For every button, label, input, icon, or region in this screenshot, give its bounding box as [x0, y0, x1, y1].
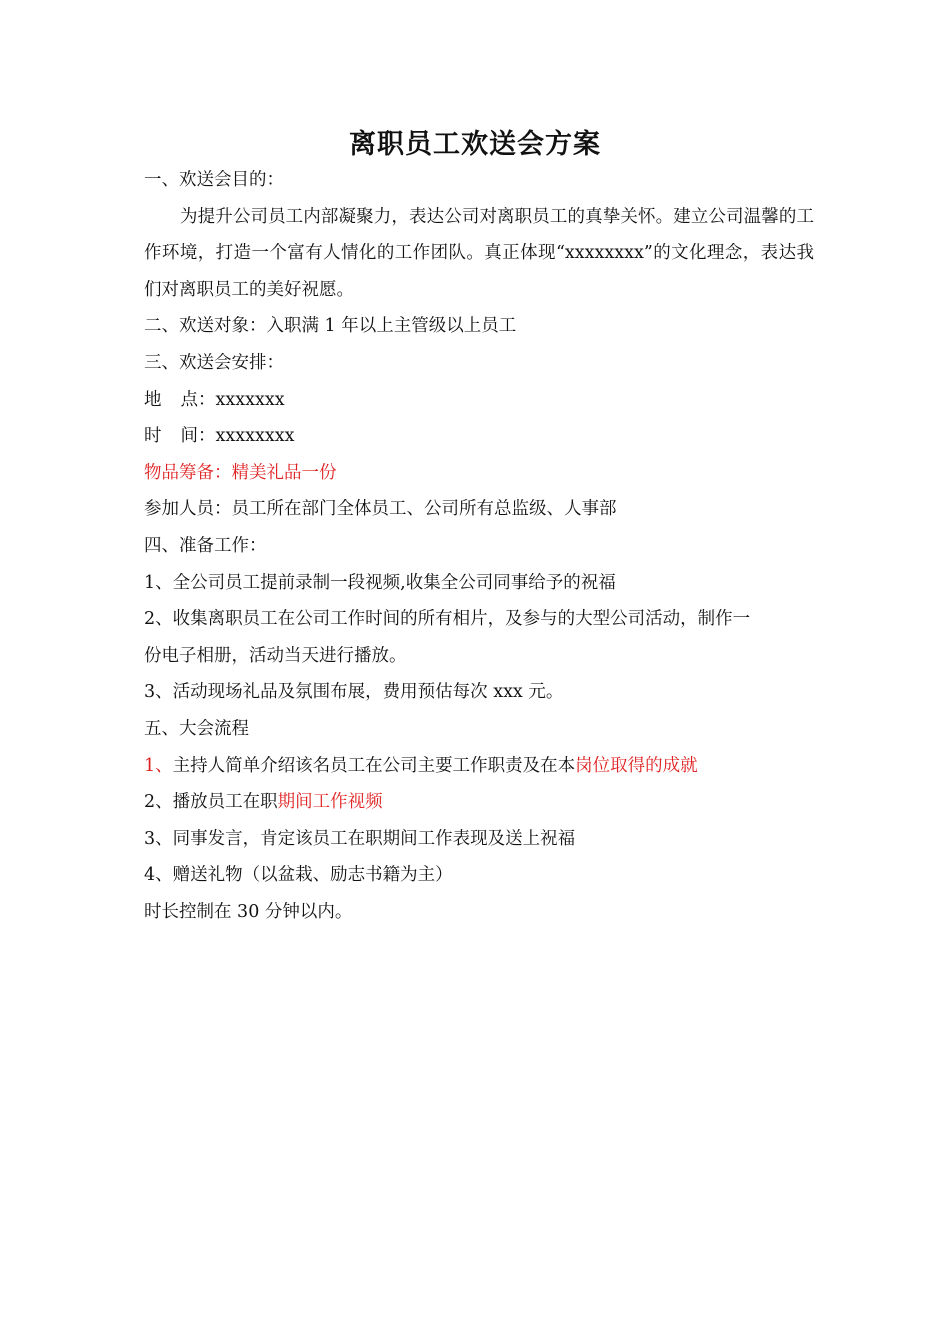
time-value: xxxxxxxx	[215, 426, 295, 447]
time-line	[144, 418, 814, 455]
duration-line: 时长控制在 30 分钟以内。	[144, 901, 353, 922]
flow-item-3: 3、同事发言，肯定该员工在职期间工作表现及送上祝福	[144, 828, 576, 849]
location-label-2: 点：	[180, 389, 216, 410]
flow-item-2	[144, 784, 814, 821]
purpose-heading: 一、欢送会目的：	[144, 170, 284, 190]
time-label-2: 间：	[180, 426, 216, 447]
flow-item-1	[144, 748, 814, 785]
target-line: 二、欢送对象：入职满 1 年以上主管级以上员工	[144, 316, 517, 337]
flow-item-1-number: 1、	[144, 755, 173, 776]
prep-item-2-line-1: 2、收集离职员工在公司工作时间的所有相片，及参与的大型公司活动，制作一	[144, 609, 751, 630]
flow-item-1-text: 主持人简单介绍该名员工在公司主要工作职责及在本	[172, 755, 576, 776]
flow-item-4: 4、赠送礼物（以盆栽、励志书籍为主）	[144, 865, 453, 886]
location-line	[144, 382, 814, 419]
document-title: 离职员工欢送会方案	[349, 129, 601, 160]
items-prep-line: 物品筹备：精美礼品一份	[144, 462, 337, 483]
flow-item-1-highlight: 岗位取得的成就	[575, 755, 698, 776]
flow-heading: 五、大会流程	[144, 718, 249, 739]
prep-heading: 四、准备工作：	[144, 535, 267, 556]
location-label-1: 地	[144, 389, 162, 410]
purpose-paragraph: 为提升公司员工内部凝聚力，表达公司对离职员工的真挚关怀。建立公司温馨的工作环境，打造一个富有人情化的工作团队。真正体现“xxxxxxxx”的文化理念，表达我们对离职员工的美好祝愿。	[144, 206, 814, 300]
prep-item-1: 1、全公司员工提前录制一段视频,收集全公司同事给予的祝福	[144, 572, 616, 593]
participants-line: 参加人员：员工所在部门全体员工、公司所有总监级、人事部	[144, 499, 617, 520]
flow-item-2-highlight: 期间工作视频	[277, 792, 383, 813]
prep-item-3: 3、活动现场礼品及氛围布展，费用预估每次 xxx 元。	[144, 682, 564, 703]
arrangement-heading: 三、欢送会安排：	[144, 352, 284, 373]
time-label-1: 时	[144, 426, 162, 447]
flow-item-2-text: 2、播放员工在职	[144, 792, 278, 813]
location-value: xxxxxxx	[215, 389, 285, 410]
prep-item-2-line-2: 份电子相册，活动当天进行播放。	[144, 645, 407, 666]
document-body	[144, 162, 814, 930]
